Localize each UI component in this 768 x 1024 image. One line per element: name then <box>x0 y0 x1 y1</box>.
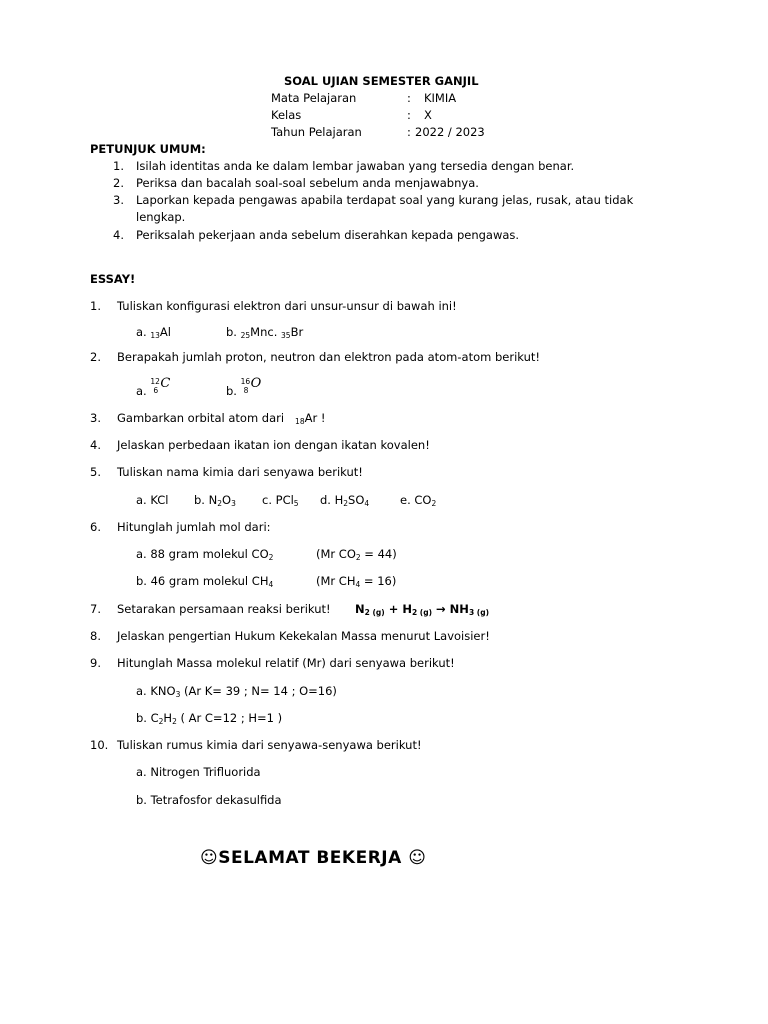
question-text: Berapakah jumlah proton, neutron dan elektron pada atom-atom berikut! <box>117 350 540 364</box>
isotope-notation: 12 6 C <box>150 376 171 395</box>
instruction-text-continued: lengkap. <box>136 210 186 224</box>
isotope-notation: 16 8 O <box>240 376 262 395</box>
q6-option-b-mr: (Mr $CH_4 = 16$) <box>316 574 397 589</box>
question-number: 5. <box>90 465 101 479</box>
question-text: Jelaskan perbedaan ikatan ion dengan ikatan kovalen! <box>117 438 430 452</box>
instruction-text: Laporkan kepada pengawas apabila terdapat soal yang kurang jelas, rusak, atau tidak <box>136 193 634 207</box>
exam-title: SOAL UJIAN SEMESTER GANJIL <box>284 74 479 88</box>
question-number: 10. <box>90 738 109 752</box>
question-number: 7. <box>90 602 101 616</box>
q9-option-b: b. $C_2H_2$ ( Ar C=12 ; H=1 ) <box>136 711 283 726</box>
question-number: 8. <box>90 629 101 643</box>
reaction-equation: $N_{2 (g)} + H_{2 (g)} \to NH_{3 (g)}$ <box>355 602 489 617</box>
q6-option-b: b. 46 gram molekul $CH_4$ <box>136 574 274 589</box>
instruction-text: Isilah identitas anda ke dalam lembar jawaban yang tersedia dengan benar. <box>136 159 575 173</box>
closing-message: ☺SELAMAT BEKERJA ☺ <box>200 848 427 868</box>
year-label: Tahun Pelajaran <box>271 125 362 139</box>
question-text: Jelaskan pengertian Hukum Kekekalan Massa menurut Lavoisier! <box>117 629 490 643</box>
question-number: 3. <box>90 411 101 425</box>
q1-option-a: a. $_{13}$Al <box>136 325 171 340</box>
instructions-heading: PETUNJUK UMUM: <box>90 142 206 156</box>
smiley-icon: ☺ <box>408 848 427 868</box>
class-value: X <box>424 108 432 122</box>
question-number: 1. <box>90 299 101 313</box>
question-text: Gambarkan orbital atom dari $_{18}$Ar ! <box>117 411 326 426</box>
question-text: Hitunglah Massa molekul relatif (Mr) dari senyawa berikut! <box>117 656 455 670</box>
instruction-number: 1. <box>113 159 124 173</box>
q6-option-a: a. 88 gram molekul $CO_2$ <box>136 547 274 562</box>
q10-option-a: a. Nitrogen Trifluorida <box>136 765 261 779</box>
question-text: Setarakan persamaan reaksi berikut! <box>117 602 331 616</box>
subject-value: KIMIA <box>424 91 457 105</box>
question-number: 4. <box>90 438 101 452</box>
subject-colon: : <box>407 91 411 105</box>
instruction-text: Periksa dan bacalah soal-soal sebelum anda menjawabnya. <box>136 176 479 190</box>
question-text: Tuliskan nama kimia dari senyawa berikut! <box>117 465 363 479</box>
q5-option-b: b. $N_2O_3$ <box>194 493 236 508</box>
subject-label: Mata Pelajaran <box>271 91 357 105</box>
year-value: 2022 / 2023 <box>415 125 485 139</box>
question-number: 6. <box>90 520 101 534</box>
class-colon: : <box>407 108 411 122</box>
instruction-text: Periksalah pekerjaan anda sebelum diserahkan kepada pengawas. <box>136 228 520 242</box>
q2-option-b: b. 16 8 O <box>226 379 271 399</box>
q1-option-b: b. $_{25}$Mnc. $_{35}$Br <box>226 325 304 340</box>
q5-option-e: e. $CO_2$ <box>400 493 437 508</box>
essay-heading: ESSAY! <box>90 272 136 286</box>
instruction-number: 3. <box>113 193 124 207</box>
instruction-number: 4. <box>113 228 124 242</box>
smiley-icon: ☺ <box>200 848 219 868</box>
instruction-number: 2. <box>113 176 124 190</box>
q5-option-a: a. KCl <box>136 493 169 507</box>
question-text: Hitunglah jumlah mol dari: <box>117 520 271 534</box>
year-colon: : <box>407 125 411 139</box>
question-number: 9. <box>90 656 101 670</box>
question-number: 2. <box>90 350 101 364</box>
question-text: Tuliskan konfigurasi elektron dari unsur-unsur di bawah ini! <box>117 299 457 313</box>
q2-option-a: a. 12 6 C <box>136 379 180 399</box>
question-text: Tuliskan rumus kimia dari senyawa-senyawa berikut! <box>117 738 422 752</box>
q5-option-d: d. $H_2SO_4$ <box>320 493 370 508</box>
q9-option-a: a. $KNO_3$ (Ar K= 39 ; N= 14 ; O=16) <box>136 684 337 699</box>
q10-option-b: b. Tetrafosfor dekasulfida <box>136 793 282 807</box>
q6-option-a-mr: (Mr $CO_2 = 44$) <box>316 547 397 562</box>
class-label: Kelas <box>271 108 302 122</box>
q5-option-c: c. PCl$_5$ <box>262 493 299 508</box>
